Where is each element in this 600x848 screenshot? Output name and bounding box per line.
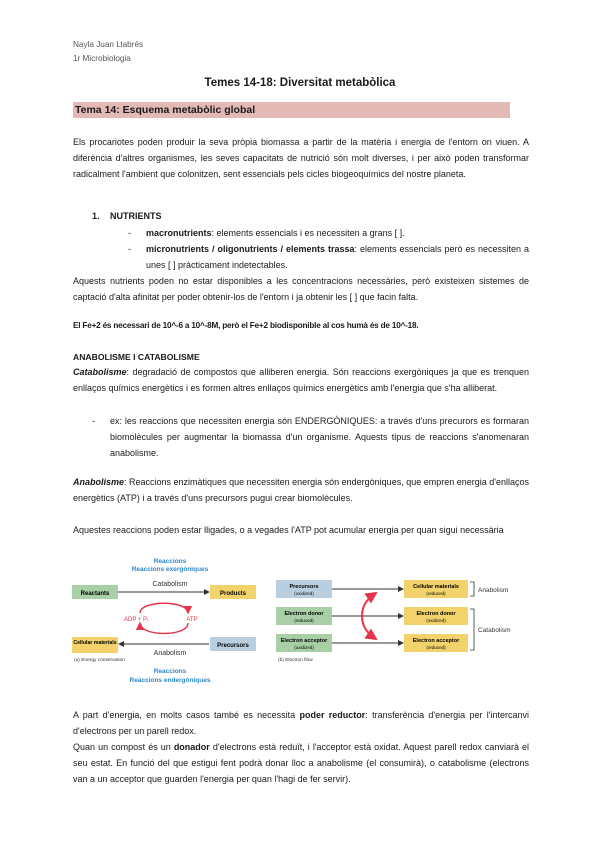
nutrients-heading: NUTRIENTS xyxy=(110,211,162,221)
donor-label: Electron donor xyxy=(284,611,324,617)
anabolisme-paragraph xyxy=(73,474,529,506)
catabolism-label-b: Catabolism xyxy=(478,627,511,634)
exergoniques-label: Reaccions exergòniques xyxy=(131,566,209,573)
atp-arrow-bottom xyxy=(140,623,188,634)
catabolisme-text: : degradació de compostos que alliberen energia. Són reaccions exergòniques ja que es trenquen enllaços químics energètics i es formen altres enllaços químics energètics amb l'energia que s'ha alliberat. xyxy=(73,367,529,393)
anabolisme-term: Anabolisme xyxy=(73,477,125,487)
catabolism-label: Catabolism xyxy=(152,581,188,588)
atp-arrow-top xyxy=(140,603,188,613)
acceptor-sub: (oxidized) xyxy=(294,645,314,650)
endergoniques-label-1: Reaccions xyxy=(153,668,187,675)
donor-out-sub: (oxidized) xyxy=(426,618,446,623)
reductor-pre: A part d'energia, en molts casos també es necessita xyxy=(73,710,300,720)
nutrients-availability: Aquests nutrients poden no estar disponibles a les concentracions necessàries, però existeixen sistemes de captació d'alta afinitat per poder obtenir-los de l'entorn i ja obtenir les [ ] que facin falta. xyxy=(73,276,529,302)
atp-label: ATP xyxy=(186,617,198,623)
author-name: Nayla Juan Llabrés xyxy=(73,40,144,49)
nutrients-number: 1. xyxy=(92,211,100,221)
donador-post: d'electrons està reduït, i l'acceptor està oxidat. Aquest parell redox canviarà el seu estat. En funció del que estigui fent podrà donar lloc a anabolisme (el consumirà), o catabolisme (electrons van a un acceptor que guarden l'energia per quan l'hagi de fer servir). xyxy=(73,742,530,784)
bullet-dash: - xyxy=(128,228,131,238)
reductor-post: : transferència d'energia per l'intercanvi d'electrons per un parell redox. xyxy=(73,710,529,736)
endergoniques-label: Reaccions endergòniques xyxy=(129,677,211,684)
caption-b: (b) Electron flow xyxy=(278,658,313,663)
metabolism-figure xyxy=(70,555,530,695)
precursors-label-b: Precursors xyxy=(289,584,319,590)
micronutrients-item xyxy=(146,241,529,273)
reductor-paragraph xyxy=(73,707,529,739)
products-label: Products xyxy=(219,591,247,597)
bullet-dash: - xyxy=(92,416,95,426)
intro-paragraph: Els procariotes poden produir la seva pròpia biomassa a partir de la matèria i energia de l'entorn on viuen. A diferència d'altres organismes, les seves capacitats de nutrició són molt diverses, i per això poden transformar radicalment l'ambient que colonitzen, sent essencials pels cicles biogeoquímics del nostre planeta. xyxy=(73,137,529,179)
macronutrients-term: macronutrients xyxy=(146,228,212,238)
anabolisme-text: : Reaccions enzimàtiques que necessiten energia són endergòniques, que empren energia d'enllaços energètics (ATP) i a través d'uns precursors pugui crear biomolècules. xyxy=(73,477,529,503)
macronutrients-text: : elements essencials i es necessiten a grans [ ]. xyxy=(211,228,405,238)
exergoniques-label-1: Reaccions xyxy=(153,558,187,565)
acceptor-out-label: Electron acceptor xyxy=(412,638,460,644)
micronutrients-text: : elements essencials però es necessiten a unes [ ] pràcticament indetectables. xyxy=(146,244,530,270)
donador-paragraph xyxy=(73,739,529,787)
reactants-label: Reactants xyxy=(80,591,110,597)
catabolisme-paragraph xyxy=(73,364,529,396)
bullet-dash: - xyxy=(128,244,131,254)
acceptor-label: Electron acceptor xyxy=(280,638,328,644)
iron-note: El Fe+2 és necessari de 10^-6 a 10^-8M, però el Fe+2 biodisponible al cos humà és de 10^-18. xyxy=(73,321,419,330)
donador-pre: Quan un compost és un xyxy=(73,742,174,752)
anabolism-bracket xyxy=(470,582,474,596)
page-title: Temes 14-18: Diversitat metabòlica xyxy=(204,77,396,89)
anabolisme-heading: ANABOLISME I CATABOLISME xyxy=(73,352,200,362)
adp-label: ADP + Pᵢ xyxy=(123,617,149,623)
macronutrients-item xyxy=(146,225,529,241)
donor-sub: (reduced) xyxy=(294,618,314,623)
anabolism-label-b: Anabolism xyxy=(478,587,509,594)
micronutrients-term: micronutrients / oligonutrients / elements trassa xyxy=(146,244,355,254)
electron-arrow-up xyxy=(362,593,376,616)
donor-out-label: Electron donor xyxy=(416,611,456,617)
endergoniques-example: ex: les reaccions que necessiten energia són ENDERGÒNIQUES: a través d'uns precurors es formaran biomolècules per augmentar la biomassa d'un organisme. Aquests tipus de reaccions s'anomenaran anabolisme. xyxy=(110,416,529,458)
anabolism-label: Anabolism xyxy=(153,650,187,657)
catabolism-bracket xyxy=(470,609,474,650)
electron-arrow-down xyxy=(362,616,376,639)
cellular-materials-label-b: Cellular materials xyxy=(413,584,459,590)
cellular-materials-sub-b: (reduced) xyxy=(426,591,446,596)
donador-term: donador xyxy=(173,742,210,752)
acceptor-out-sub: (reduced) xyxy=(426,645,446,650)
lligades-paragraph: Aquestes reaccions poden estar lligades, o a vegades l'ATP pot acumular energia per quan sigui necessària xyxy=(73,525,504,535)
section-title: Tema 14: Esquema metabòlic global xyxy=(73,102,510,118)
caption-a: (a) Energy conservation xyxy=(74,658,125,663)
cellular-materials-label: Cellular materials xyxy=(73,640,117,646)
catabolisme-term: Catabolisme xyxy=(73,367,127,377)
reductor-term: poder reductor xyxy=(299,710,366,720)
course-name: 1r Microbiologia xyxy=(73,54,131,63)
precursors-sub-b: (oxidized) xyxy=(294,591,314,596)
precursors-label-a: Precursors xyxy=(217,643,249,649)
